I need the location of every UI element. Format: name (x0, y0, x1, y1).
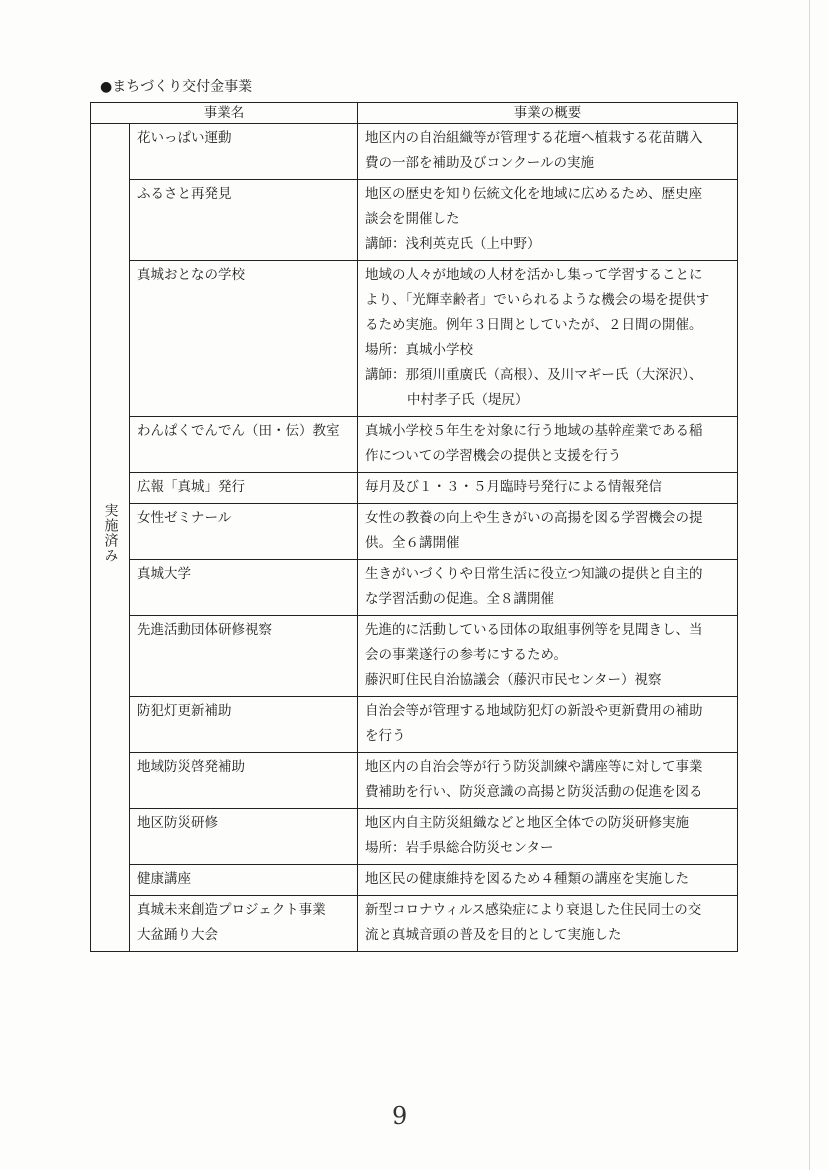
project-name-cell (130, 865, 358, 896)
project-name-cell (130, 473, 358, 504)
project-name-line: 地区防災研修 (137, 815, 218, 831)
project-table (90, 102, 738, 952)
page-number: 9 (392, 1102, 408, 1130)
project-summary-line: 流と真城音頭の普及を目的として実施した (365, 927, 622, 943)
project-summary-line: 地区民の健康維持を図るため４種類の講座を実施した (365, 871, 689, 887)
project-name-line: 大盆踊り大会 (137, 927, 218, 943)
project-summary-line: 供。全６講開催 (365, 535, 460, 551)
table-row (91, 124, 738, 180)
project-summary-cell (358, 261, 738, 417)
table-row (91, 417, 738, 473)
page-edge-line (809, 0, 810, 1170)
project-summary-line: 費補助を行い、防災意識の高揚と防災活動の促進を図る (365, 784, 703, 800)
project-summary-line: 会の事業遂行の参考にするため。 (365, 647, 567, 663)
table-header-row (91, 103, 738, 124)
table-row (91, 504, 738, 560)
project-summary-line: 談会を開催した (365, 211, 460, 227)
project-summary-cell (358, 504, 738, 560)
project-summary-line: 地区内自主防災組織などと地区全体での防災研修実施 (365, 815, 689, 831)
project-summary-line: 地域の人々が地域の人材を活かし集って学習することに (365, 267, 703, 283)
table-row (91, 865, 738, 896)
project-name-line: 花いっぱい運動 (137, 130, 232, 146)
project-name-cell (130, 261, 358, 417)
project-summary-line: 場所：真城小学校 (365, 342, 473, 358)
project-name-cell (130, 504, 358, 560)
project-name-cell (130, 180, 358, 261)
header-project-summary: 事業の概要 (358, 103, 738, 124)
project-name-line: ふるさと再発見 (137, 186, 232, 202)
status-cell (91, 124, 130, 952)
project-summary-cell (358, 865, 738, 896)
project-summary-cell (358, 180, 738, 261)
project-summary-line: 中村孝子氏（堤尻） (407, 392, 529, 408)
project-summary-cell (358, 473, 738, 504)
project-summary-line: な学習活動の促進。全８講開催 (365, 591, 554, 607)
table-row (91, 473, 738, 504)
project-summary-line: 真城小学校５年生を対象に行う地域の基幹産業である稲 (365, 423, 703, 439)
project-summary-line: 地区内の自治会等が行う防災訓練や講座等に対して事業 (365, 759, 703, 775)
project-name-cell (130, 124, 358, 180)
project-name-cell (130, 697, 358, 753)
table-row (91, 753, 738, 809)
project-name-line: 真城未来創造プロジェクト事業 (137, 902, 326, 918)
project-name-line: 女性ゼミナール (137, 510, 232, 526)
project-summary-cell (358, 697, 738, 753)
table-row (91, 261, 738, 417)
project-name-cell (130, 616, 358, 697)
project-summary-line: より、「光輝幸齢者」でいられるような機会の場を提供す (365, 292, 710, 308)
project-summary-cell (358, 124, 738, 180)
section-title: ●まちづくり交付金事業 (100, 79, 253, 95)
status-label: 実施済み (102, 503, 119, 563)
project-name-line: 真城大学 (137, 566, 191, 582)
project-summary-line: 新型コロナウィルス感染症により衰退した住民同士の交 (365, 902, 702, 918)
project-summary-line: 先進的に活動している団体の取組事例等を見聞きし、当 (365, 622, 703, 638)
project-name-line: 広報「真城」発行 (137, 479, 245, 495)
project-summary-line: 講師：浅利英克氏（上中野） (365, 236, 541, 252)
project-name-line: 地域防災啓発補助 (137, 759, 245, 775)
table-row (91, 560, 738, 616)
project-name-line: 真城おとなの学校 (137, 267, 245, 283)
header-project-name: 事業名 (91, 103, 358, 124)
project-summary-line: 自治会等が管理する地域防犯灯の新設や更新費用の補助 (365, 703, 703, 719)
project-name-line: 先進活動団体研修視察 (137, 622, 272, 638)
project-summary-line: 講師：那須川重廣氏（高根）、及川マギー氏（大深沢）、 (365, 367, 703, 383)
project-name-line: 健康講座 (137, 871, 191, 887)
project-summary-line: るため実施。例年３日間としていたが、２日間の開催。 (365, 317, 703, 333)
project-summary-cell (358, 417, 738, 473)
table-row (91, 180, 738, 261)
project-name-line: 防犯灯更新補助 (137, 703, 232, 719)
project-name-cell (130, 809, 358, 865)
project-summary-line: 生きがいづくりや日常生活に役立つ知識の提供と自主的 (365, 566, 703, 582)
project-name-line: わんぱくでんでん（田・伝）教室 (137, 423, 340, 439)
table-row (91, 809, 738, 865)
project-summary-line: 地区内の自治組織等が管理する花壇へ植栽する花苗購入 (365, 130, 703, 146)
project-summary-line: 女性の教養の向上や生きがいの高揚を図る学習機会の提 (365, 510, 703, 526)
project-summary-line: 費の一部を補助及びコンクールの実施 (365, 155, 594, 171)
project-name-cell (130, 560, 358, 616)
project-name-cell (130, 417, 358, 473)
project-summary-line: 地区の歴史を知り伝統文化を地域に広めるため、歴史座 (365, 186, 702, 202)
project-summary-cell (358, 753, 738, 809)
project-name-cell (130, 896, 358, 952)
project-summary-line: 場所：岩手県総合防災センター (365, 840, 554, 856)
table-row (91, 896, 738, 952)
project-summary-cell (358, 560, 738, 616)
project-summary-line: を行う (365, 728, 406, 744)
table-row (91, 697, 738, 753)
project-summary-cell (358, 809, 738, 865)
project-summary-line: 作についての学習機会の提供と支援を行う (365, 448, 622, 464)
project-name-cell (130, 753, 358, 809)
project-summary-cell (358, 896, 738, 952)
project-summary-line: 毎月及び１・３・５月臨時号発行による情報発信 (365, 479, 662, 495)
project-summary-line: 藤沢町住民自治協議会（藤沢市民センター）視察 (365, 672, 662, 688)
table-row (91, 616, 738, 697)
project-summary-cell (358, 616, 738, 697)
